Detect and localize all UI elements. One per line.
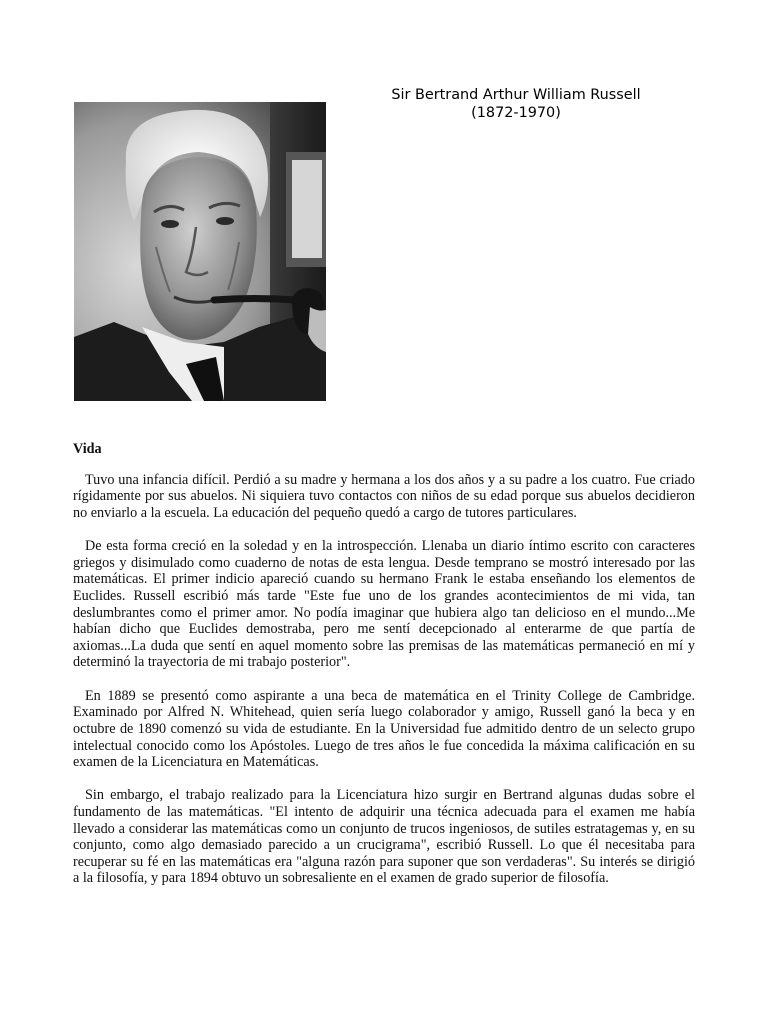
paragraph: En 1889 se presentó como aspirante a una beca de matemática en el Trinity College de Cambridge. Examinado por Alfred N. Whitehead, quien sería luego colaborador y amigo, Russell ganó la beca y en octubre de 1890 comenzó su vida de estudiante. En la Universidad fue admitido dentro de un selecto grupo intelectual conocido como los Apóstoles. Luego de tres años le fue concedida la máxima calificación en su examen de la Licenciatura en Matemáticas. bbox=[73, 687, 695, 771]
paragraph: Tuvo una infancia difícil. Perdió a su madre y hermana a los dos años y a su padre a los cuatro. Fue criado rígidamente por sus abuelos. Ni siquiera tuvo contactos con niños de su edad porque sus abuelos decidieron no enviarlo a la escuela. La educación del pequeño quedó a cargo de tutores particulares. bbox=[73, 471, 695, 521]
paragraph: De esta forma creció en la soledad y en la introspección. Llenaba un diario íntimo escrito con caracteres griegos y disimulado como cuaderno de notas de esta lengua. Desde temprano se mostró interesado por las matemáticas. El primer indicio apareció cuando su hermano Frank le estaba enseñando los elementos de Euclides. Russell escribió más tarde "Este fue uno de los grandes acontecimientos de mi vida, tan deslumbrantes como el primer amor. No podía imaginar que hubiera algo tan delicioso en el mundo...Me habían dicho que Euclides demostraba, pero me sentí decepcionado al enterarme de que partía de axiomas...La duda que sentí en aquel momento sobre las premisas de las matemáticas permaneció en mí y determinó la trayectoria de mi trabajo posterior". bbox=[73, 538, 695, 671]
section-heading: Vida bbox=[73, 441, 102, 457]
biography-content bbox=[73, 441, 695, 904]
life-dates: (1872-1970) bbox=[471, 105, 561, 121]
paragraph: Sin embargo, el trabajo realizado para la Licenciatura hizo surgir en Bertrand algunas dudas sobre el fundamento de las matemáticas. "El intento de adquirir una técnica adecuada para el examen me había llevado a considerar las matemáticas como un conjunto de trucos ingeniosos, de sutiles estratagemas y, en su conjunto, como algo demasiado parecido a un crucigrama", escribió Russell. Lo que él necesitaba para recuperar su fé en las matemáticas era "alguna razón para suponer que son verdaderas". Su interés se dirigió a la filosofía, y para 1894 obtuvo un sobresaliente en el examen de grado superior de filosofía. bbox=[73, 787, 695, 887]
portrait-photo bbox=[74, 102, 326, 401]
person-name: Sir Bertrand Arthur William Russell bbox=[391, 87, 641, 103]
title-block bbox=[330, 86, 702, 122]
